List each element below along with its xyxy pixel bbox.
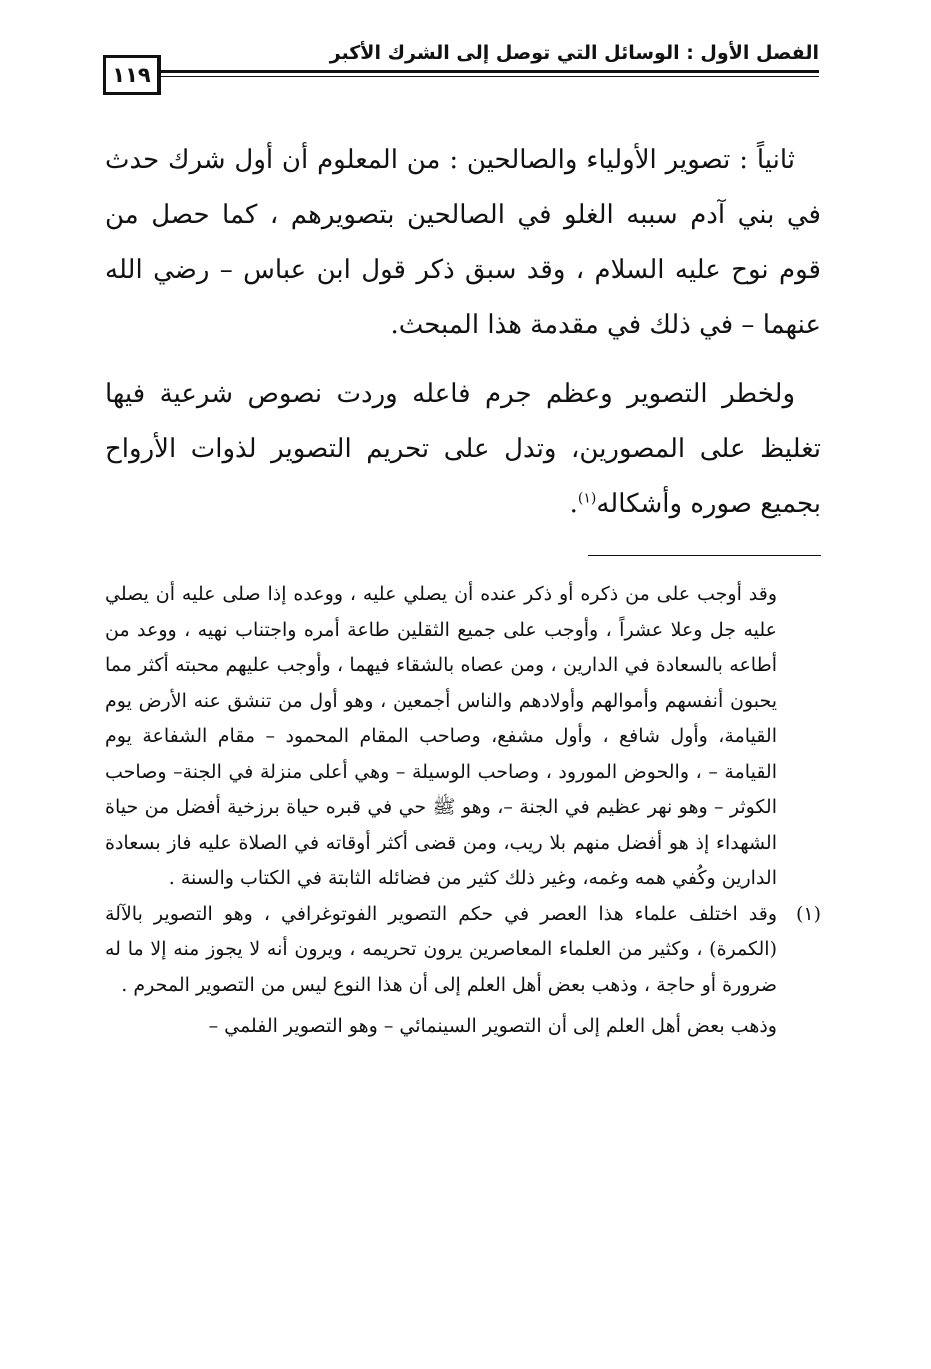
footnote-number: (١) (795, 902, 821, 925)
footnote-item (105, 897, 821, 1004)
main-text (105, 133, 821, 532)
paragraph-end-period: . (569, 489, 578, 519)
footnotes (105, 577, 821, 1045)
running-title: الفصل الأول : الوسائل التي توصل إلى الشرك الأكبر (329, 42, 819, 64)
body-paragraph: ثانياً : تصوير الأولياء والصالحين : من المعلوم أن أول شرك حدث في بني آدم سببه الغلو في الصالحين بتصويرهم ، كما حصل من قوم نوح عليه السلام ، وقد سبق ذكر قول ابن عباس – رضي الله عنهما – في ذلك في مقدمة هذا المبحث. (105, 145, 821, 340)
footnote-continuation: وقد أوجب على من ذكره أو ذكر عنده أن يصلي عليه ، ووعده إذا صلى عليه أن يصلي عليه جل وعلا عشراً ، وأوجب على جميع الثقلين طاعة أمره واجتناب نهيه ، ووعد من أطاعه بالسعادة في الدارين ، ومن عصاه بالشقاء فيهما ، وأوجب عليهم محبته أكثر مما يحبون أنفسهم وأموالهم وأولادهم والناس أجمعين ، وهو أول من تنشق عنه الأرض يوم القيامة، وأول شافع ، وأول مشفع، وصاحب المقام المحمود – مقام الشفاعة يوم القيامة – ، والحوض المورود ، وصاحب الوسيلة – وهي أعلى منزلة في الجنة– وصاحب الكوثر – وهو نهر عظيم في الجنة –، وهو ﷺ حي في قبره حياة برزخية أفضل من حياة الشهداء إذ هو أفضل منهم بلا ريب، ومن قضى أكثر أوقاته في الصلاة عليه فاز بسعادة الدارين وكُفي همه وغمه، وغير ذلك كثير من فضائله الثابتة في الكتاب والسنة . (105, 583, 777, 889)
header-rule-thin (160, 76, 819, 77)
header-rule (160, 70, 819, 73)
footnote-text: وقد اختلف علماء هذا العصر في حكم التصوير الفوتوغرافي ، وهو التصوير بالآلة (الكمرة) ، وكثير من العلماء المعاصرين يرون تحريمه ، ويرون أنه لا يجوز منه إلا ما له ضرورة أو حاجة ، وذهب بعض أهل العلم إلى أن هذا النوع ليس من التصوير المحرم . (105, 902, 777, 996)
body-paragraph-text: ولخطر التصوير وعظم جرم فاعله وردت نصوص شرعية فيها تغليظ على المصورين، وتدل على تحريم التصوير لذوات الأرواح بجميع صوره وأشكاله (105, 379, 821, 519)
footnote-reference[interactable]: (١) (577, 490, 597, 507)
body-paragraph (105, 367, 821, 532)
footnote-paragraph: وذهب بعض أهل العلم إلى أن التصوير السينمائي – وهو التصوير الفلمي – (208, 1015, 777, 1037)
footnote-separator (588, 555, 821, 556)
page-number: ١١٩ (103, 55, 161, 95)
